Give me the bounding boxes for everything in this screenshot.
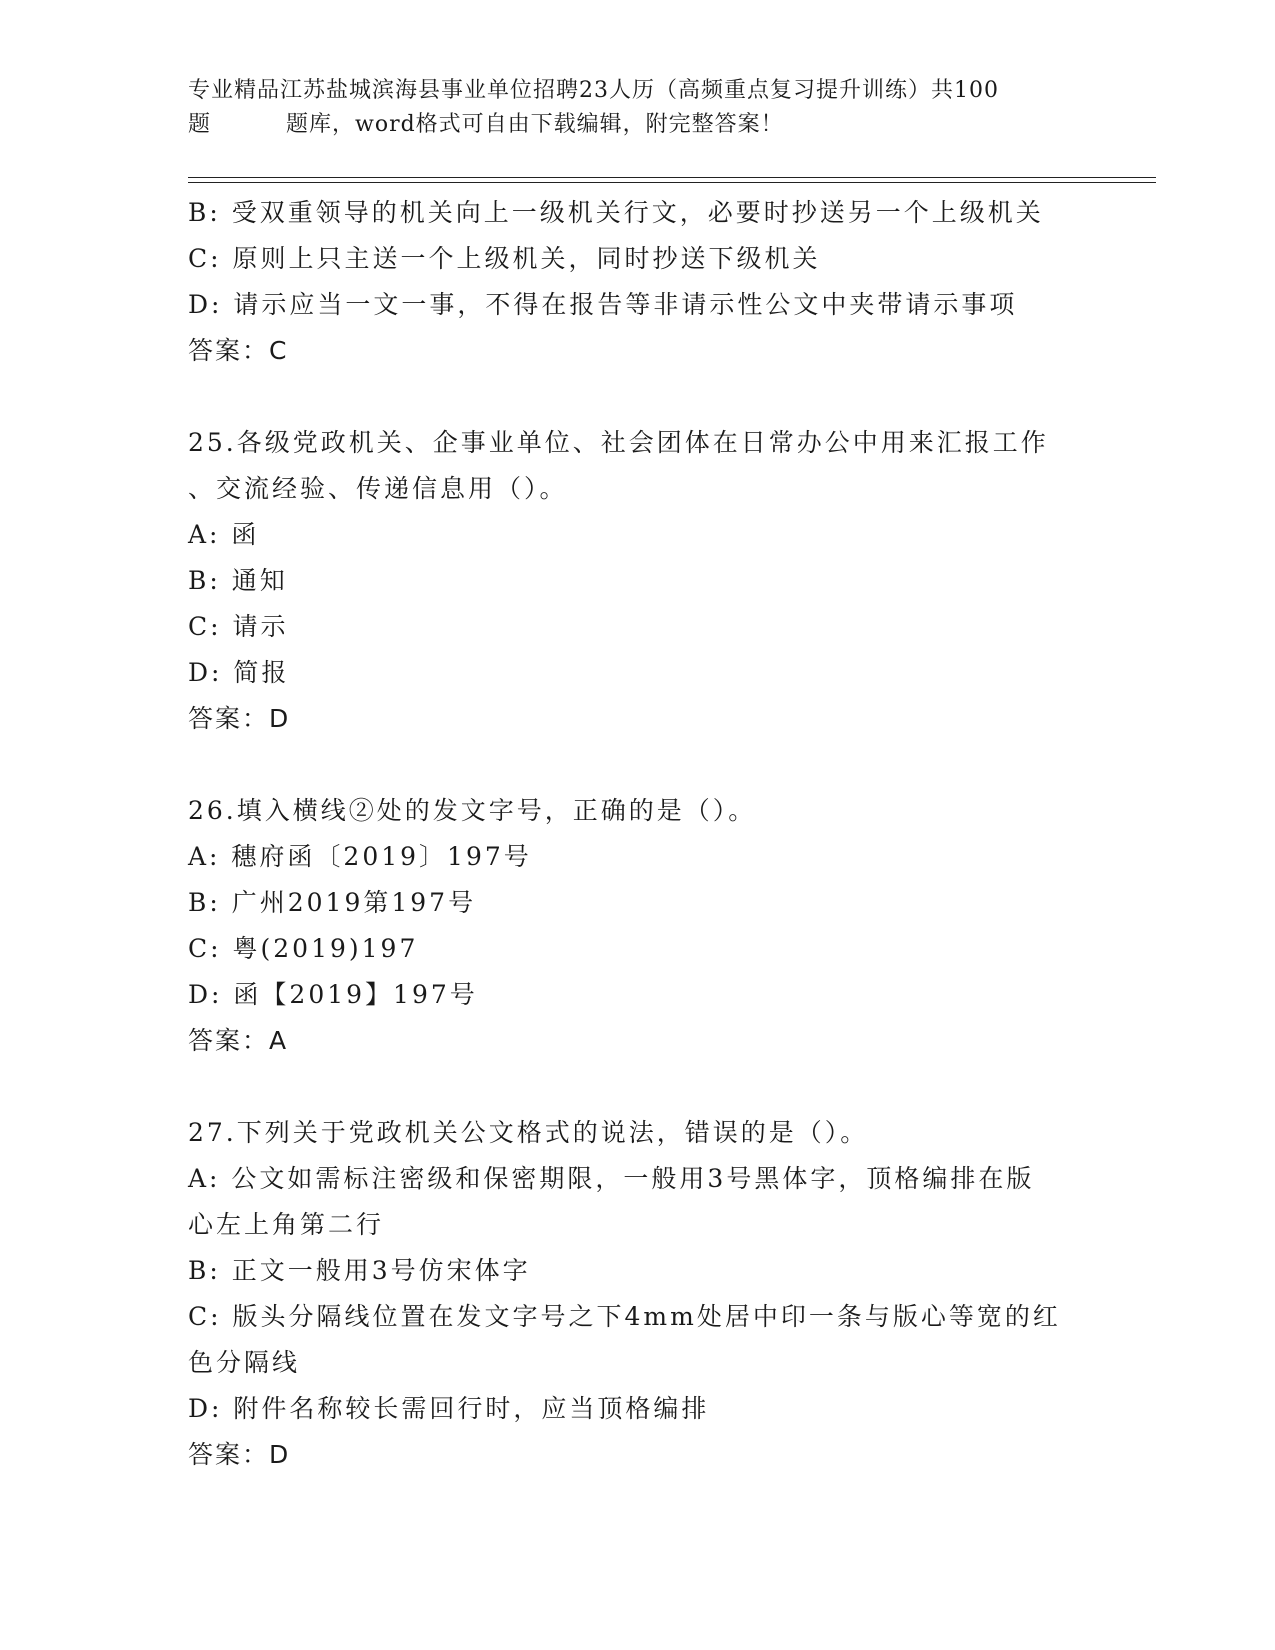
question-stem: 26.填入横线②处的发文字号，正确的是（）。 (188, 796, 757, 825)
question-27 (188, 1110, 1088, 1478)
option-d: D: 简报 (188, 658, 290, 687)
option-c-cont: 色分隔线 (188, 1348, 301, 1377)
header-divider-top (188, 177, 1156, 178)
question-stem: 27.下列关于党政机关公文格式的说法，错误的是（）。 (188, 1118, 869, 1147)
header-title-line2 (188, 108, 1088, 142)
option-a: A: 函 (188, 520, 260, 549)
spacer (188, 1064, 1088, 1110)
question-24-tail (188, 190, 1088, 374)
question-stem-cont: 、交流经验、传递信息用（）。 (188, 474, 568, 503)
option-b: B: 通知 (188, 566, 288, 595)
option-c: C: 原则上只主送一个上级机关，同时抄送下级机关 (188, 244, 821, 273)
header-divider-bottom (188, 182, 1156, 183)
option-c: C: 请示 (188, 612, 289, 641)
answer-line: 答案：D (188, 704, 291, 733)
option-a-cont: 心左上角第二行 (188, 1210, 385, 1239)
spacer (188, 374, 1088, 420)
document-header (188, 74, 1088, 142)
option-d: D: 附件名称较长需回行时，应当顶格编排 (188, 1394, 710, 1423)
header-title-line2-rest: 题库，word格式可自由下载编辑，附完整答案！ (286, 112, 784, 137)
option-a: A: 穗府函〔2019〕197号 (188, 842, 532, 871)
question-26 (188, 788, 1088, 1064)
option-c: C: 版头分隔线位置在发文字号之下4mm处居中印一条与版心等宽的红 (188, 1302, 1061, 1331)
question-list (188, 190, 1088, 1478)
question-stem: 25.各级党政机关、企事业单位、社会团体在日常办公中用来汇报工作 (188, 428, 1049, 457)
answer-line: 答案：A (188, 1026, 289, 1055)
question-25 (188, 420, 1088, 742)
answer-line: 答案：C (188, 336, 289, 365)
option-c: C: 粤(2019)197 (188, 934, 419, 963)
option-d: D: 函【2019】197号 (188, 980, 478, 1009)
header-title-line2-start: 题 (188, 112, 212, 137)
answer-line: 答案：D (188, 1440, 291, 1469)
header-title-line1: 专业精品江苏盐城滨海县事业单位招聘23人历（高频重点复习提升训练）共100 (188, 78, 999, 103)
spacer (188, 742, 1088, 788)
option-d: D: 请示应当一文一事，不得在报告等非请示性公文中夹带请示事项 (188, 290, 1018, 319)
option-b: B: 受双重领导的机关向上一级机关行文，必要时抄送另一个上级机关 (188, 198, 1044, 227)
option-a: A: 公文如需标注密级和保密期限，一般用3号黑体字，顶格编排在版 (188, 1164, 1035, 1193)
option-b: B: 正文一般用3号仿宋体字 (188, 1256, 531, 1285)
option-b: B: 广州2019第197号 (188, 888, 477, 917)
